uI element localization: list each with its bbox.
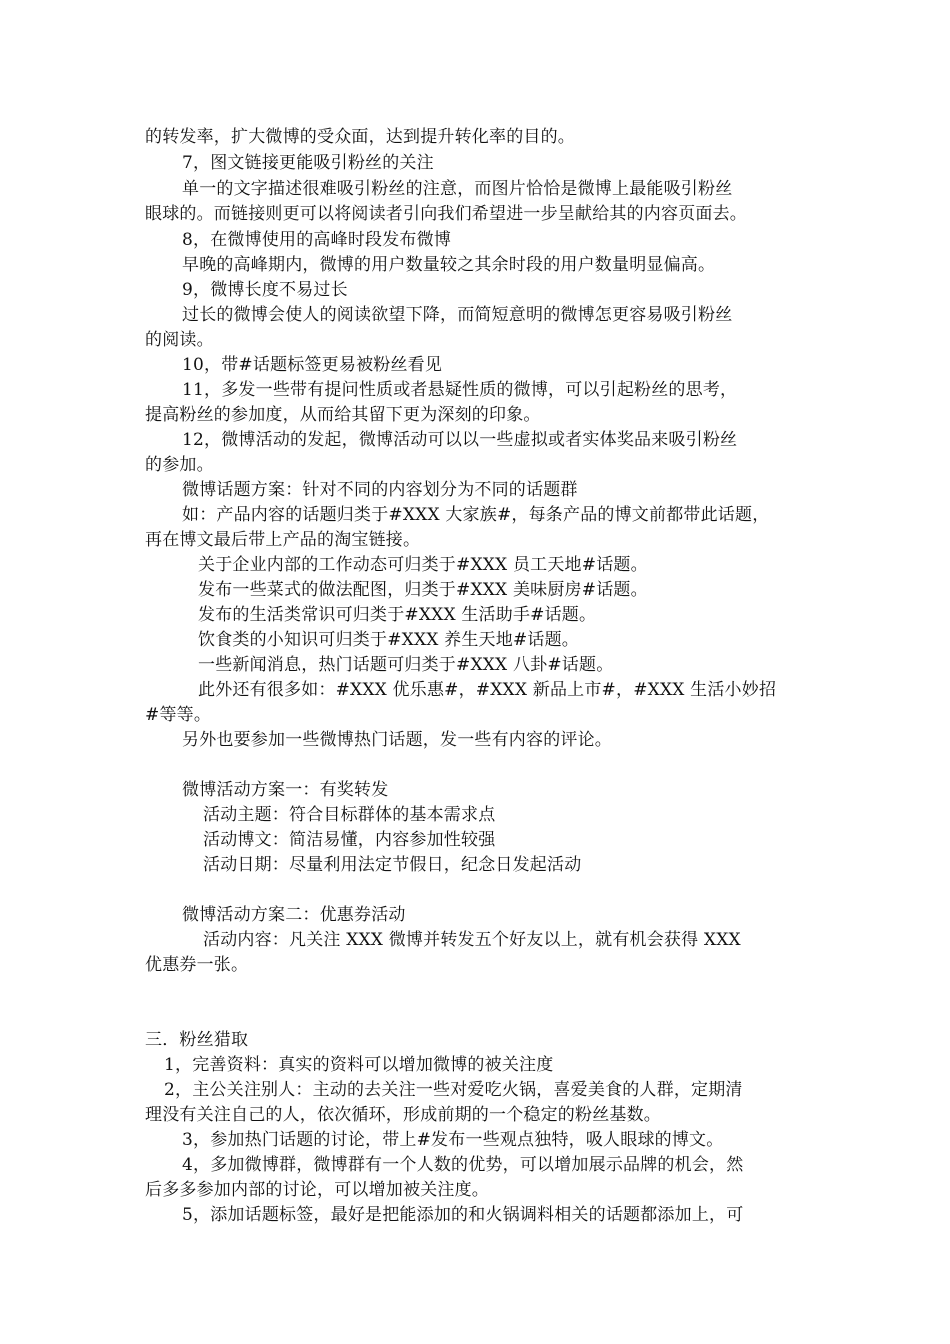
section-heading: 三．粉丝猎取 xyxy=(145,1030,249,1050)
paragraph-line: 关于企业内部的工作动态可归类于#XXX 员工天地#话题。 xyxy=(198,555,648,575)
list-heading: 10，带#话题标签更易被粉丝看见 xyxy=(182,355,443,375)
paragraph-line: 一些新闻消息，热门话题可归类于#XXX 八卦#话题。 xyxy=(198,655,614,675)
list-heading: 8，在微博使用的高峰时段发布微博 xyxy=(182,230,452,250)
paragraph-line: 后多多参加内部的讨论，可以增加被关注度。 xyxy=(145,1180,489,1200)
paragraph-line: 3，参加热门话题的讨论，带上#发布一些观点独特，吸人眼球的博文。 xyxy=(182,1130,724,1150)
paragraph-line: #等等。 xyxy=(145,705,212,725)
section-heading: 微博活动方案二：优惠券活动 xyxy=(182,905,406,925)
paragraph-line: 过长的微博会使人的阅读欲望下降，而简短意明的微博怎更容易吸引粉丝 xyxy=(182,305,733,325)
list-heading: 9，微博长度不易过长 xyxy=(182,280,348,300)
paragraph-line: 另外也要参加一些微博热门话题，发一些有内容的评论。 xyxy=(182,730,612,750)
section-heading: 微博活动方案一：有奖转发 xyxy=(182,780,389,800)
paragraph-line: 早晚的高峰期内，微博的用户数量较之其余时段的用户数量明显偏高。 xyxy=(182,255,716,275)
paragraph-line: 2，主公关注别人：主动的去关注一些对爱吃火锅，喜爱美食的人群，定期清 xyxy=(164,1080,743,1100)
paragraph-line: 发布的生活类常识可归类于#XXX 生活助手#话题。 xyxy=(198,605,597,625)
list-heading: 7，图文链接更能吸引粉丝的关注 xyxy=(182,153,434,173)
paragraph-line: 的参加。 xyxy=(145,455,214,475)
section-heading: 微博话题方案：针对不同的内容划分为不同的话题群 xyxy=(182,480,578,500)
paragraph-line: 12，微博活动的发起，微博活动可以以一些虚拟或者实体奖品来吸引粉丝 xyxy=(182,430,738,450)
paragraph-line: 11，多发一些带有提问性质或者悬疑性质的微博，可以引起粉丝的思考， xyxy=(182,380,738,400)
paragraph-line: 理没有关注自己的人，依次循环，形成前期的一个稳定的粉丝基数。 xyxy=(145,1105,661,1125)
paragraph-line: 此外还有很多如：#XXX 优乐惠#，#XXX 新品上市#，#XXX 生活小妙招 xyxy=(198,680,777,700)
paragraph-line: 的阅读。 xyxy=(145,330,214,350)
paragraph-line: 活动主题：符合目标群体的基本需求点 xyxy=(203,805,496,825)
paragraph-line: 5，添加话题标签，最好是把能添加的和火锅调料相关的话题都添加上，可 xyxy=(182,1205,744,1225)
paragraph-line: 再在博文最后带上产品的淘宝链接。 xyxy=(145,530,421,550)
paragraph-line: 的转发率，扩大微博的受众面，达到提升转化率的目的。 xyxy=(145,127,575,147)
paragraph-line: 1，完善资料：真实的资料可以增加微博的被关注度 xyxy=(164,1055,554,1075)
paragraph-line: 饮食类的小知识可归类于#XXX 养生天地#话题。 xyxy=(198,630,579,650)
paragraph-line: 优惠券一张。 xyxy=(145,955,249,975)
paragraph-line: 单一的文字描述很难吸引粉丝的注意，而图片恰恰是微博上最能吸引粉丝 xyxy=(182,179,733,199)
paragraph-line: 如：产品内容的话题归类于#XXX 大家族#，每条产品的博文前都带此话题， xyxy=(182,505,770,525)
paragraph-line: 4，多加微博群，微博群有一个人数的优势，可以增加展示品牌的机会，然 xyxy=(182,1155,744,1175)
paragraph-line: 眼球的。而链接则更可以将阅读者引向我们希望进一步呈献给其的内容页面去。 xyxy=(145,204,747,224)
paragraph-line: 发布一些菜式的做法配图，归类于#XXX 美味厨房#话题。 xyxy=(198,580,648,600)
paragraph-line: 活动内容：凡关注 XXX 微博并转发五个好友以上，就有机会获得 XXX xyxy=(203,930,741,950)
paragraph-line: 提高粉丝的参加度，从而给其留下更为深刻的印象。 xyxy=(145,405,541,425)
paragraph-line: 活动日期：尽量利用法定节假日，纪念日发起活动 xyxy=(203,855,582,875)
paragraph-line: 活动博文：简洁易懂，内容参加性较强 xyxy=(203,830,496,850)
